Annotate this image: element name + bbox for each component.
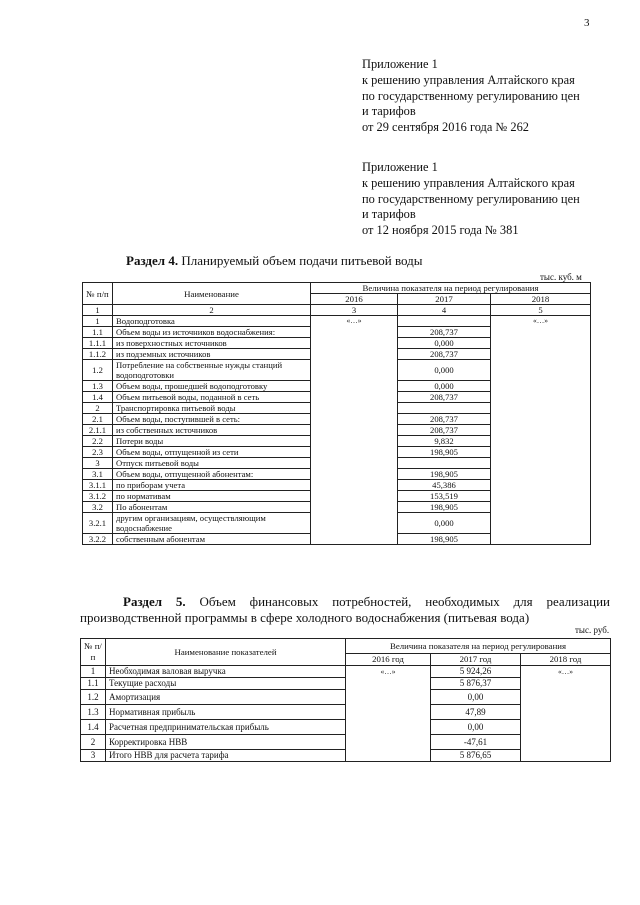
section4-title-bold: Раздел 4.: [126, 253, 179, 268]
appendix-line: к решению управления Алтайского края: [362, 72, 575, 87]
row-name: по приборам учета: [113, 480, 311, 491]
row-name: Водоподготовка: [113, 316, 311, 327]
value-2017: 0,000: [398, 381, 491, 392]
header-period: Величина показателя на период регулирования: [311, 283, 591, 294]
appendix-line: по государственному регулированию цен: [362, 191, 580, 206]
row-num: 2: [81, 735, 106, 750]
row-num: 2.2: [83, 436, 113, 447]
table-row: [83, 316, 591, 327]
row-num: 1.4: [81, 720, 106, 735]
value-2018: «…»: [521, 666, 611, 762]
row-num: 3.1.1: [83, 480, 113, 491]
row-name: По абонентам: [113, 502, 311, 513]
row-num: 1.1.2: [83, 349, 113, 360]
section5-title-text: Объем финансовых потребностей, необходимых для реализации производственной программы в сфере холодного водоснабжения (питьевая вода): [80, 594, 610, 625]
row-num: 1.2: [81, 690, 106, 705]
row-name: Транспортировка питьевой воды: [113, 403, 311, 414]
row-num: 1.3: [83, 381, 113, 392]
value-2016: «…»: [311, 316, 398, 545]
header-year-2018: 2018: [491, 294, 591, 305]
col-number: 4: [398, 305, 491, 316]
value-2017: 198,905: [398, 502, 491, 513]
appendix-line: по государственному регулированию цен: [362, 88, 580, 103]
section4-unit: тыс. куб. м: [540, 272, 582, 282]
section5-unit: тыс. руб.: [575, 625, 610, 635]
row-name: Объем питьевой воды, поданной в сеть: [113, 392, 311, 403]
value-2017: 45,386: [398, 480, 491, 491]
value-2017: 47,89: [431, 705, 521, 720]
row-num: 3.2.1: [83, 513, 113, 534]
header-name: Наименование показателей: [106, 639, 346, 666]
row-num: 3.2.2: [83, 534, 113, 545]
value-2017: 208,737: [398, 349, 491, 360]
header-year-2017: 2017 год: [431, 654, 521, 666]
row-num: 1: [81, 666, 106, 678]
row-name: по нормативам: [113, 491, 311, 502]
col-number: 2: [113, 305, 311, 316]
header-year-2016: 2016 год: [346, 654, 431, 666]
row-name: Корректировка НВВ: [106, 735, 346, 750]
appendix-line: Приложение 1: [362, 57, 438, 71]
section4-title: [126, 253, 423, 269]
appendix-line: Приложение 1: [362, 160, 438, 174]
header-name: Наименование: [113, 283, 311, 305]
row-num: 2: [83, 403, 113, 414]
row-num: 3: [83, 458, 113, 469]
appendix-line: от 12 ноября 2015 года № 381: [362, 223, 519, 238]
section5-table: [80, 638, 611, 762]
col-number: 3: [311, 305, 398, 316]
row-name: Итого НВВ для расчета тарифа: [106, 750, 346, 762]
row-num: 2.3: [83, 447, 113, 458]
value-2017: 208,737: [398, 327, 491, 338]
value-2017: 153,519: [398, 491, 491, 502]
table-row: [81, 666, 611, 678]
appendix-original: [362, 160, 580, 239]
row-name: Амортизация: [106, 690, 346, 705]
section5-title-bold: Раздел 5.: [123, 594, 186, 609]
row-num: 1.1: [81, 678, 106, 690]
col-number: 1: [83, 305, 113, 316]
page-number: 3: [584, 17, 590, 29]
appendix-line: от 29 сентября 2016 года № 262: [362, 120, 529, 135]
value-2016: «…»: [346, 666, 431, 762]
header-num: № п/п: [81, 639, 106, 666]
row-name: Расчетная предпринимательская прибыль: [106, 720, 346, 735]
value-2017: 0,000: [398, 360, 491, 381]
row-num: 2.1: [83, 414, 113, 425]
row-name: другим организациям, осуществляющим водоснабжение: [113, 513, 311, 534]
value-2017: 5 876,37: [431, 678, 521, 690]
value-2017: 0,000: [398, 338, 491, 349]
row-name: Отпуск питьевой воды: [113, 458, 311, 469]
section4-title-text: Планируемый объем подачи питьевой воды: [178, 253, 423, 268]
header-num: № п/п: [83, 283, 113, 305]
row-num: 1.3: [81, 705, 106, 720]
header-year-2018: 2018 год: [521, 654, 611, 666]
row-num: 1.4: [83, 392, 113, 403]
row-num: 1.2: [83, 360, 113, 381]
value-2017: -47,61: [431, 735, 521, 750]
value-2017: 198,905: [398, 447, 491, 458]
row-name: Объем воды, отпущенной абонентам:: [113, 469, 311, 480]
appendix-line: и тарифов: [362, 207, 416, 222]
header-period: Величина показателя на период регулирования: [346, 639, 611, 654]
col-number: 5: [491, 305, 591, 316]
section4-table: [82, 282, 591, 545]
row-name: Нормативная прибыль: [106, 705, 346, 720]
value-2017: 198,905: [398, 534, 491, 545]
value-2017: [398, 316, 491, 327]
value-2017: 198,905: [398, 469, 491, 480]
row-num: 3.1.2: [83, 491, 113, 502]
appendix-current: [362, 57, 580, 136]
row-name: из поверхностных источников: [113, 338, 311, 349]
row-num: 1.1: [83, 327, 113, 338]
header-year-2017: 2017: [398, 294, 491, 305]
value-2017: 0,00: [431, 690, 521, 705]
appendix-line: и тарифов: [362, 104, 416, 119]
row-name: Текущие расходы: [106, 678, 346, 690]
section5-title: [80, 594, 610, 626]
row-name: собственным абонентам: [113, 534, 311, 545]
row-num: 3.2: [83, 502, 113, 513]
row-name: Потери воды: [113, 436, 311, 447]
row-name: Объем воды из источников водоснабжения:: [113, 327, 311, 338]
row-name: Объем воды, поступившей в сеть:: [113, 414, 311, 425]
value-2017: 5 924,26: [431, 666, 521, 678]
section4-table-body: [83, 283, 591, 545]
value-2017: 208,737: [398, 425, 491, 436]
row-name: Объем воды, отпущенной из сети: [113, 447, 311, 458]
row-name: Потребление на собственные нужды станций водоподготовки: [113, 360, 311, 381]
value-2017: [398, 403, 491, 414]
header-year-2016: 2016: [311, 294, 398, 305]
value-2017: 208,737: [398, 392, 491, 403]
value-2017: 208,737: [398, 414, 491, 425]
row-name: Объем воды, прошедшей водоподготовку: [113, 381, 311, 392]
row-num: 1: [83, 316, 113, 327]
row-name: из собственных источников: [113, 425, 311, 436]
row-num: 3.1: [83, 469, 113, 480]
row-num: 3: [81, 750, 106, 762]
appendix-line: к решению управления Алтайского края: [362, 175, 575, 190]
row-num: 1.1.1: [83, 338, 113, 349]
value-2017: 9,832: [398, 436, 491, 447]
value-2017: 0,00: [431, 720, 521, 735]
row-name: из подземных источников: [113, 349, 311, 360]
row-name: Необходимая валовая выручка: [106, 666, 346, 678]
row-num: 2.1.1: [83, 425, 113, 436]
section5-table-body: [81, 639, 611, 762]
value-2017: 0,000: [398, 513, 491, 534]
value-2017: 5 876,65: [431, 750, 521, 762]
value-2018: «…»: [491, 316, 591, 545]
value-2017: [398, 458, 491, 469]
